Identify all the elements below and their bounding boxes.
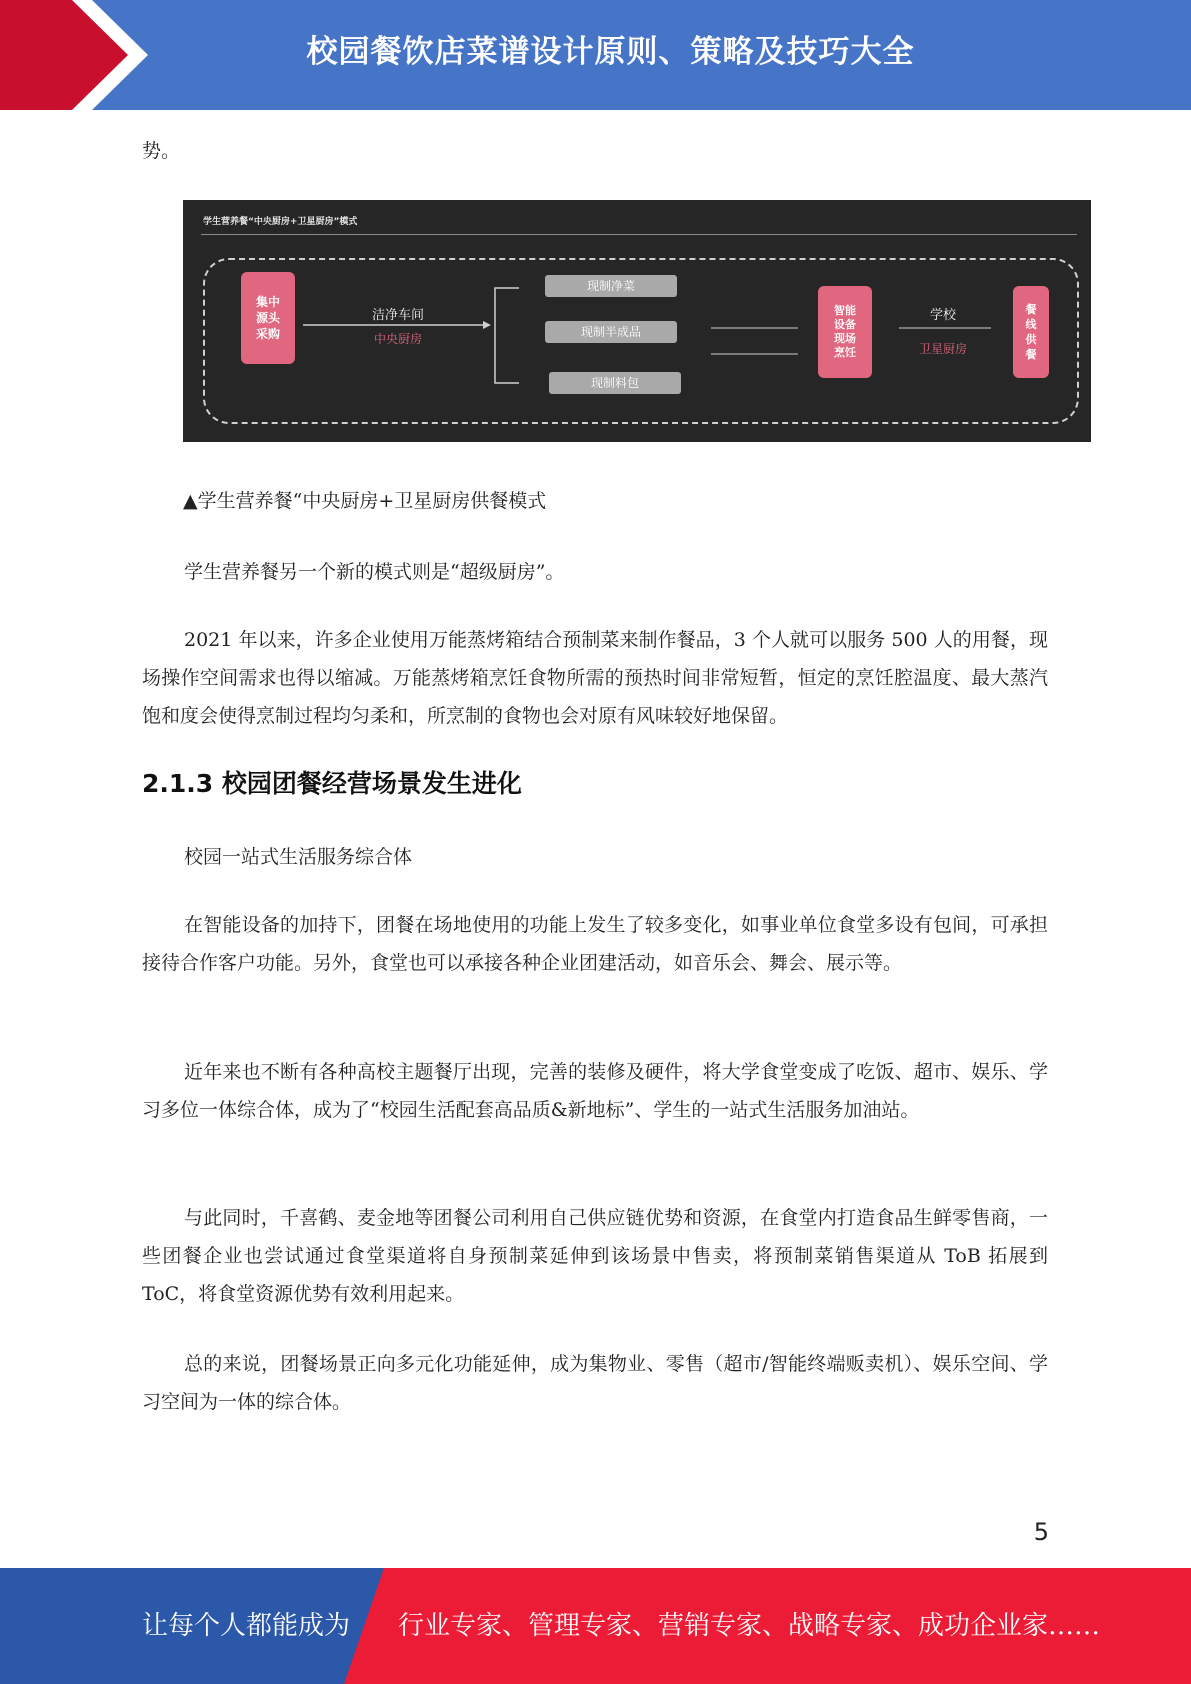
branch-box-3: 现制料包 <box>549 372 681 394</box>
paragraph-4: 在智能设备的加持下，团餐在场地使用的功能上发生了较多变化，如事业单位食堂多设有包间，可承担接待合作客户功能。另外，食堂也可以承接各种企业团建活动，如音乐会、舞会、展示等。 <box>142 914 1048 974</box>
paragraph-5: 近年来也不断有各种高校主题餐厅出现，完善的装修及硬件，将大学食堂变成了吃饭、超市、娱乐、学习多位一体综合体，成为了“校园生活配套高品质&新地标”、学生的一站式生活服务加油站。 <box>142 1061 1048 1121</box>
kitchen-model-diagram <box>183 200 1091 442</box>
paragraph-6: 与此同时，千喜鹤、麦金地等团餐公司利用自己供应链优势和资源，在食堂内打造食品生鲜零售商，一些团餐企业也尝试通过食堂渠道将自身预制菜延伸到该场景中售卖，将预制菜销售渠道从 ToB 拓展到 ToC，将食堂资源优势有效利用起来。 <box>142 1207 1048 1305</box>
footer-slogan-left: 让每个人都能成为 <box>142 1611 351 1641</box>
workshop-label: 洁净车间 <box>371 308 424 323</box>
diagram-title: 学生营养餐“中央厨房+卫星厨房”模式 <box>203 217 358 227</box>
central-kitchen-label: 中央厨房 <box>373 332 422 346</box>
paragraph-1: 学生营养餐另一个新的模式则是“超级厨房”。 <box>184 561 565 583</box>
document-title: 校园餐饮店菜谱设计原则、策略及技巧大全 <box>306 34 915 70</box>
section-heading: 2.1.3 校园团餐经营场景发生进化 <box>142 769 522 798</box>
paragraph-7: 总的来说，团餐场景正向多元化功能延伸，成为集物业、零售（超市/智能终端贩卖机）、娱乐空间、学习空间为一体的综合体。 <box>142 1353 1048 1413</box>
paragraph-fragment: 势。 <box>142 140 181 162</box>
branch-box-1: 现制净菜 <box>545 275 677 297</box>
red-arrow-shape <box>0 0 160 110</box>
smart-cooking-box: 智能 设备 现场 烹饪 <box>818 286 872 378</box>
header-banner <box>0 0 1191 110</box>
page-number: 5 <box>1033 1518 1049 1546</box>
paragraph-3: 校园一站式生活服务综合体 <box>184 846 413 868</box>
satellite-kitchen-label: 卫星厨房 <box>918 342 967 356</box>
source-procurement-box: 集中 源头 采购 <box>241 272 295 364</box>
branch-box-2: 现制半成品 <box>545 321 677 343</box>
paragraph-2: 2021 年以来，许多企业使用万能蒸烤箱结合预制菜来制作餐品，3 个人就可以服务 500 人的用餐，现场操作空间需求也得以缩减。万能蒸烤箱烹饪食物所需的预热时间非常短暂，恒定的烹饪腔温度、最大蒸汽饱和度会使得烹制过程均匀柔和，所烹制的食物也会对原有风味较好地保留。 <box>142 629 1048 727</box>
line-supply-box: 餐 线 供 餐 <box>1013 286 1049 378</box>
footer-slogan-right: 行业专家、管理专家、营销专家、战略专家、成功企业家…… <box>398 1611 1101 1641</box>
footer-banner <box>0 1568 1191 1684</box>
diagram-caption: ▲学生营养餐“中央厨房+卫星厨房供餐模式 <box>183 490 547 512</box>
school-label: 学校 <box>929 308 956 323</box>
